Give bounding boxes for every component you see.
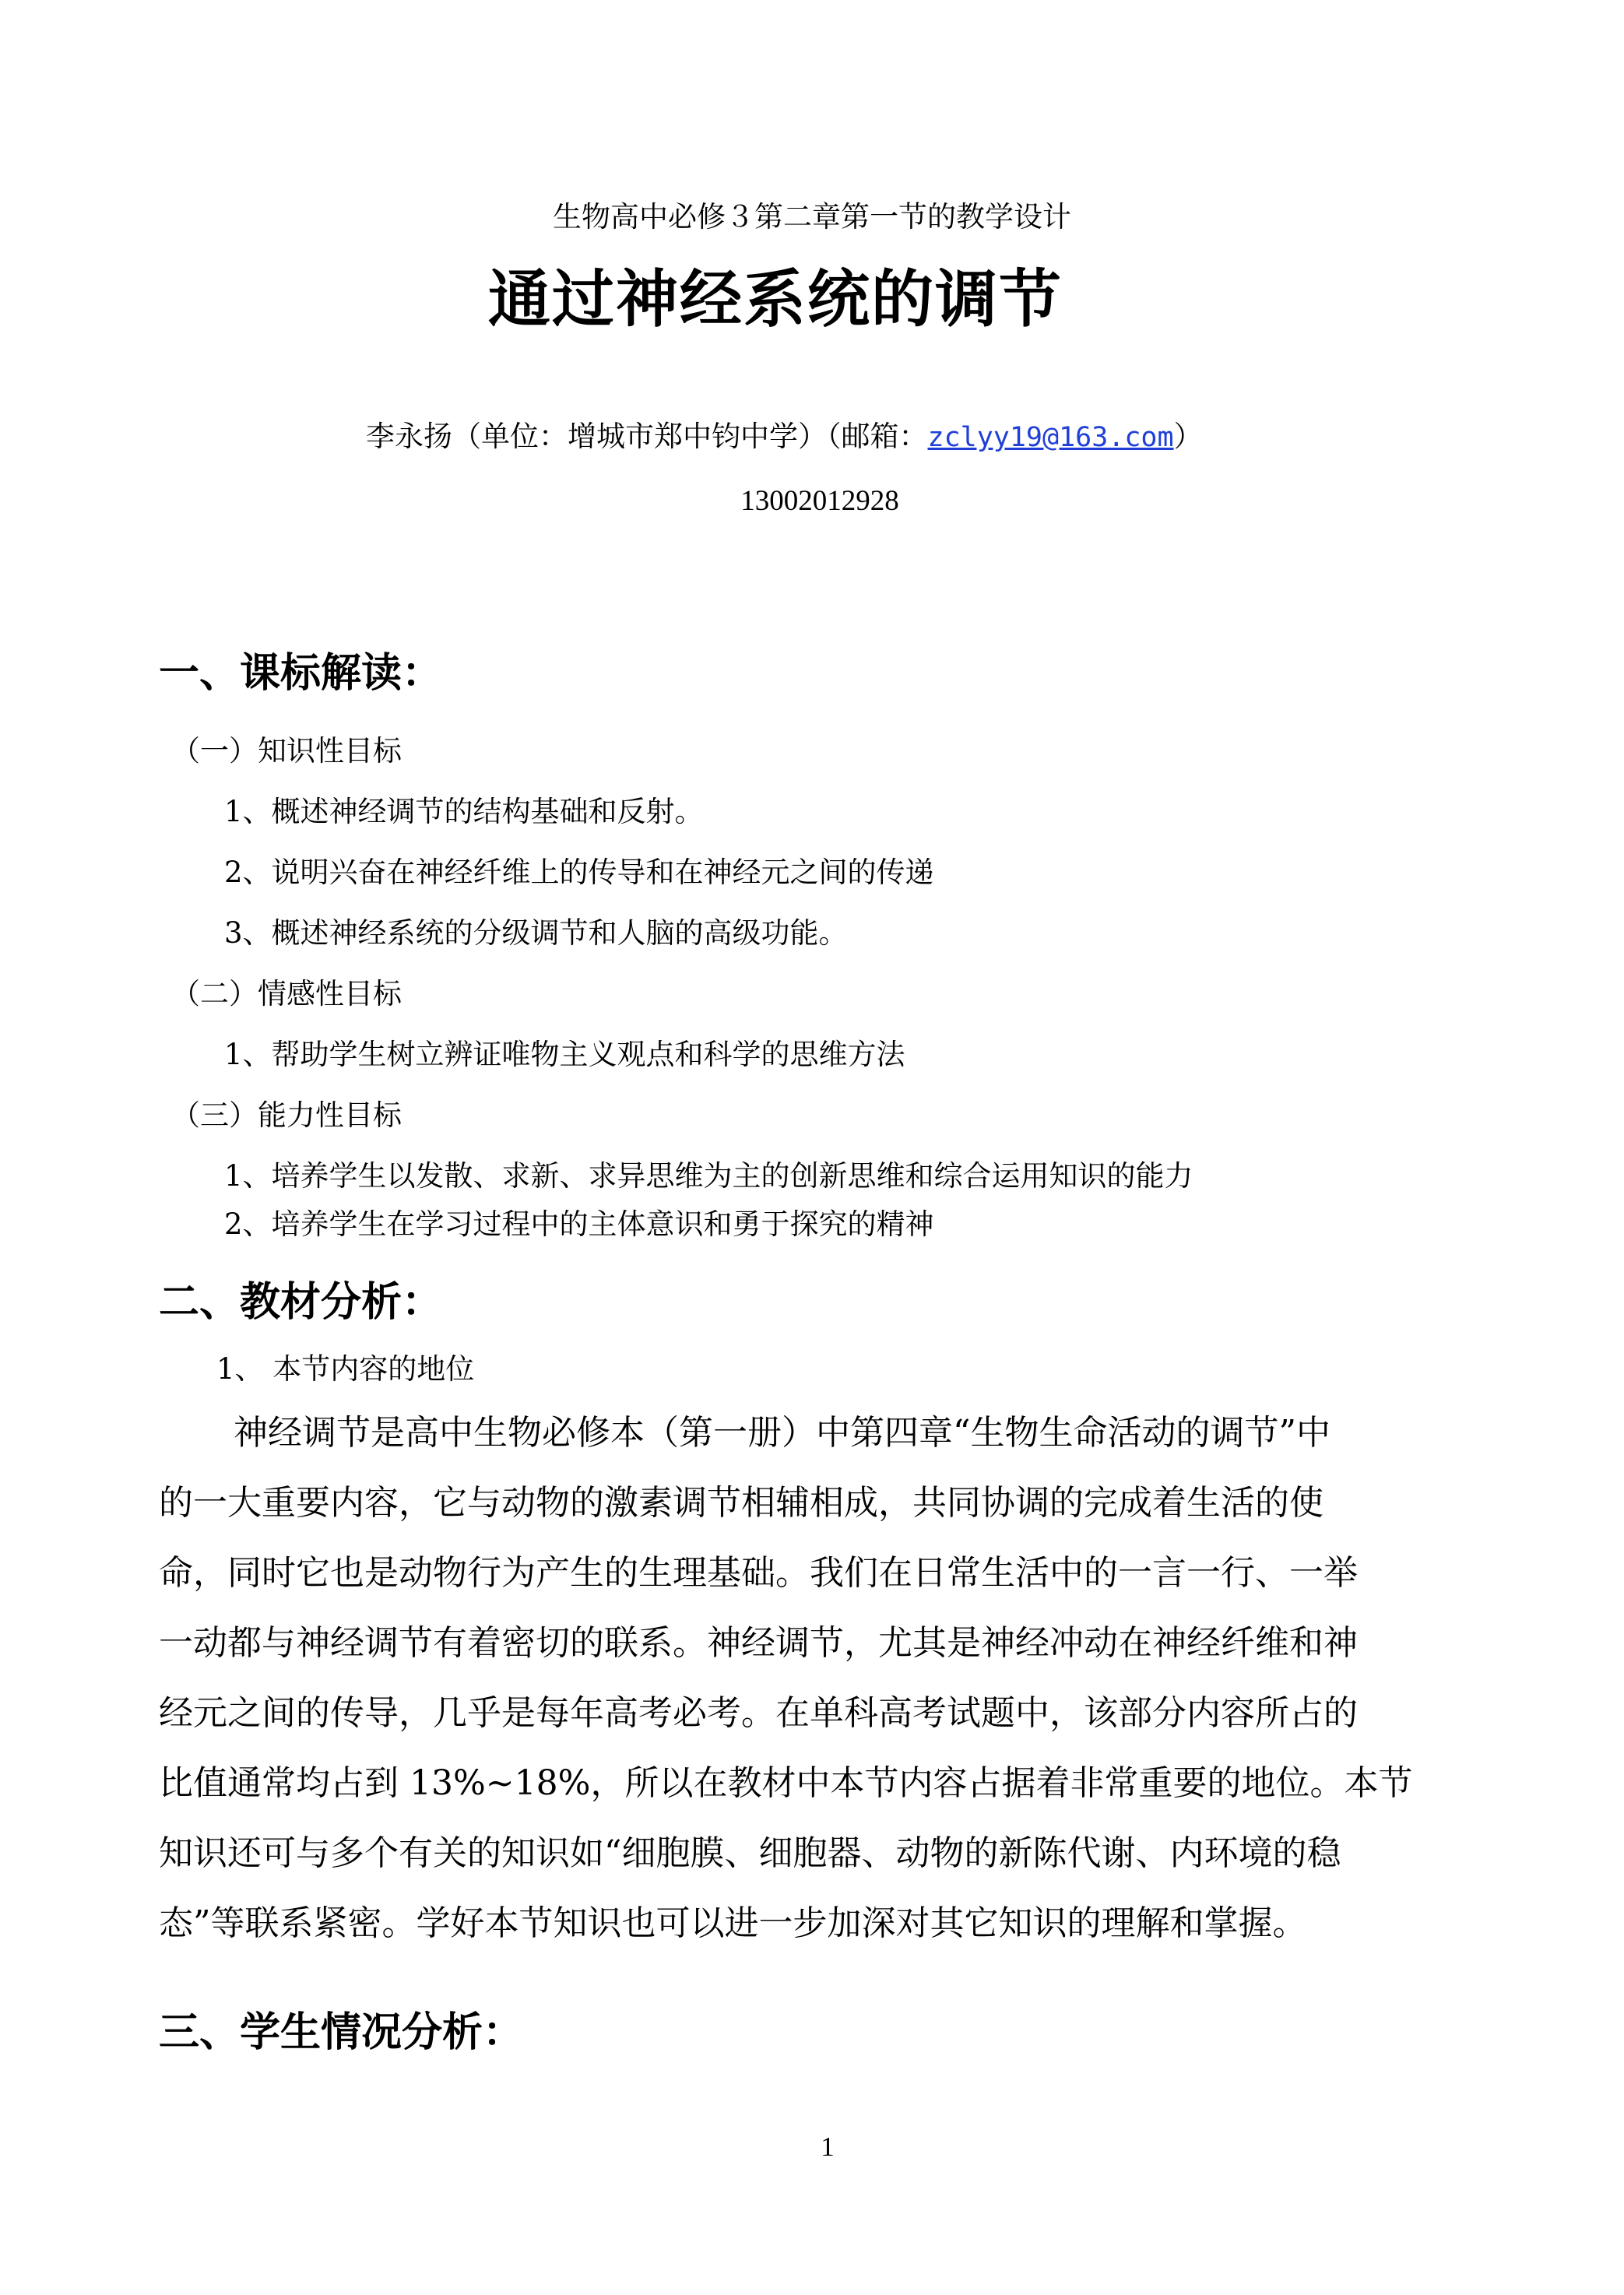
phone-number: 13002012928 — [740, 485, 899, 517]
document-subtitle: 生物高中必修３第二章第一节的教学设计 — [553, 200, 1071, 234]
section-heading-2: 二、教材分析： — [159, 1279, 443, 1326]
document-title: 通过神经系统的调节 — [488, 263, 1063, 336]
list-item: 1、概述神经调节的结构基础和反射。 — [224, 795, 704, 828]
page-number: 1 — [821, 2132, 835, 2162]
section-heading-1: 一、课标解读： — [159, 650, 443, 697]
list-item: 2、说明兴奋在神经纤维上的传导和在神经元之间的传递 — [224, 856, 934, 889]
subsection-ability: （三）能力性目标 — [171, 1098, 402, 1132]
paragraph-line: 命，同时它也是动物行为产生的生理基础。我们在日常生活中的一言一行、一举 — [159, 1553, 1358, 1593]
paragraph-line: 的一大重要内容，它与动物的激素调节相辅相成，共同协调的完成着生活的使 — [159, 1483, 1323, 1523]
section-heading-3: 三、学生情况分析： — [159, 2009, 524, 2056]
list-item: 2、培养学生在学习过程中的主体意识和勇于探究的精神 — [224, 1207, 934, 1241]
list-item: 1、培养学生以发散、求新、求异思维为主的创新思维和综合运用知识的能力 — [224, 1159, 1193, 1193]
email-link[interactable]: zclyy19@163.com — [927, 422, 1174, 453]
subsection-position: 1、 本节内容的地位 — [216, 1352, 475, 1386]
paragraph-line: 经元之间的传导，几乎是每年高考必考。在单科高考试题中，该部分内容所占的 — [159, 1693, 1358, 1733]
paragraph-line: 知识还可与多个有关的知识如“细胞膜、细胞器、动物的新陈代谢、内环境的稳 — [159, 1833, 1341, 1873]
list-item: 3、概述神经系统的分级调节和人脑的高级功能。 — [224, 916, 848, 950]
author-line — [366, 413, 1203, 455]
paragraph-line: 一动都与神经调节有着密切的联系。神经调节，尤其是神经冲动在神经纤维和神 — [159, 1623, 1358, 1663]
paragraph-line: 神经调节是高中生物必修本（第一册）中第四章“生物生命活动的调节”中 — [234, 1413, 1330, 1453]
subsection-emotion: （二）情感性目标 — [171, 977, 402, 1010]
subsection-knowledge: （一）知识性目标 — [171, 734, 402, 768]
paragraph-line: 态”等联系紧密。学好本节知识也可以进一步加深对其它知识的理解和掌握。 — [159, 1903, 1307, 1943]
author-suffix: ） — [1173, 420, 1203, 453]
list-item: 1、帮助学生树立辨证唯物主义观点和科学的思维方法 — [224, 1038, 905, 1071]
author-prefix: 李永扬（单位：增城市郑中钧中学）（邮箱： — [366, 420, 928, 453]
paragraph-line: 比值通常均占到 13%~18%，所以在教材中本节内容占据着非常重要的地位。本节 — [159, 1763, 1413, 1803]
